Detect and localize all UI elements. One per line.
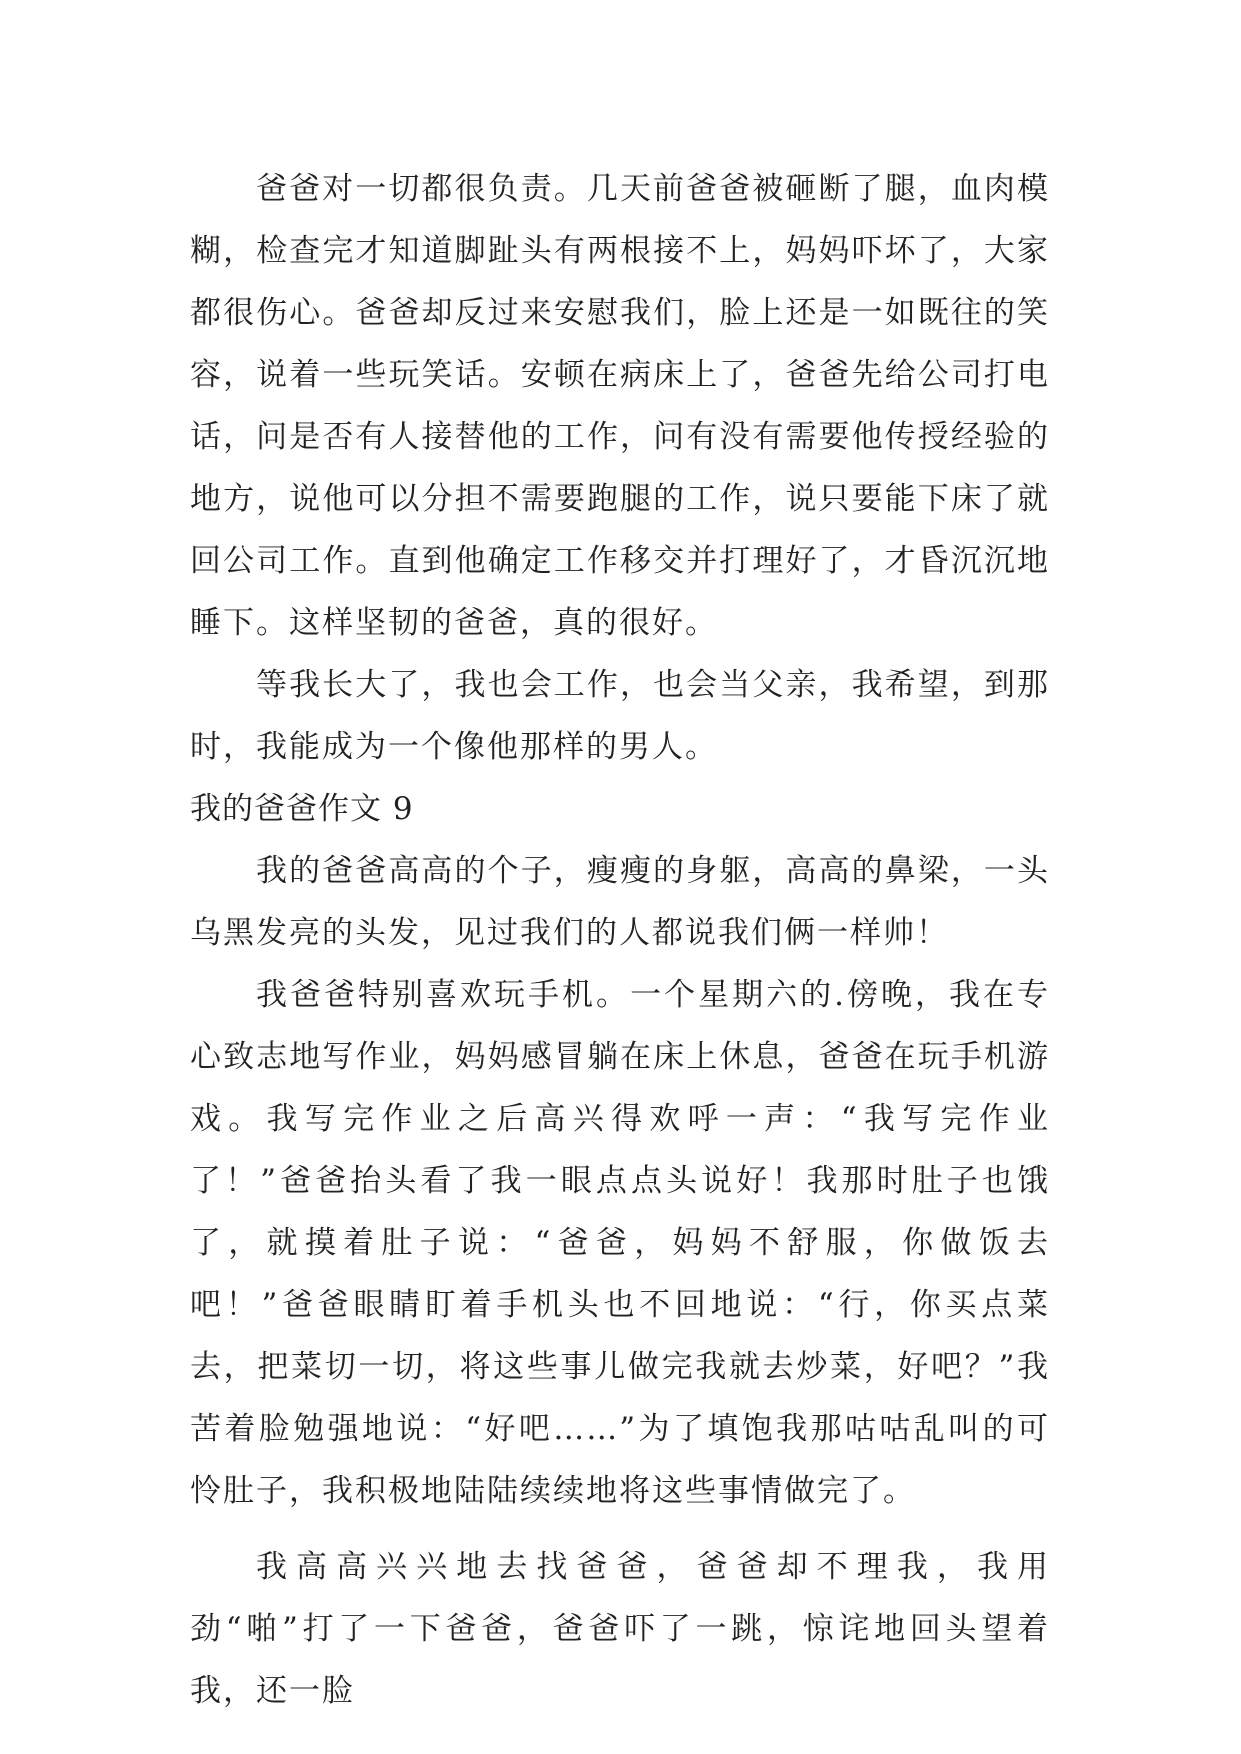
paragraph-find-father: 我高高兴兴地去找爸爸，爸爸却不理我，我用劲“啪”打了一下爸爸，爸爸吓了一跳，惊诧地回头望着我，还一脸 — [190, 1549, 1050, 1709]
section-title: 我的爸爸作文 9 — [190, 791, 414, 827]
paragraph-grow-up-wish: 等我长大了，我也会工作，也会当父亲，我希望，到那时，我能成为一个像他那样的男人。 — [190, 667, 1050, 765]
document-body — [190, 158, 1050, 1722]
paragraph-father-responsible: 爸爸对一切都很负责。几天前爸爸被砸断了腿，血肉模糊，检查完才知道脚趾头有两根接不上，妈妈吓坏了，大家都很伤心。爸爸却反过来安慰我们，脸上还是一如既往的笑容，说着一些玩笑话。安顿在病床上了，爸爸先给公司打电话，问是否有人接替他的工作，问有没有需要他传授经验的地方，说他可以分担不需要跑腿的工作，说只要能下床了就回公司工作。直到他确定工作移交并打理好了，才昏沉沉地睡下。这样坚韧的爸爸，真的很好。 — [190, 171, 1050, 641]
paragraph-father-phone: 我爸爸特别喜欢玩手机。一个星期六的.傍晚，我在专心致志地写作业，妈妈感冒躺在床上休息，爸爸在玩手机游戏。我写完作业之后高兴得欢呼一声：“我写完作业了！”爸爸抬头看了我一眼点点头说好！我那时肚子也饿了，就摸着肚子说：“爸爸，妈妈不舒服，你做饭去吧！”爸爸眼睛盯着手机头也不回地说：“行，你买点菜去，把菜切一切，将这些事儿做完我就去炒菜，好吧？”我苦着脸勉强地说：“好吧……”为了填饱我那咕咕乱叫的可怜肚子，我积极地陆陆续续地将这些事情做完了。 — [190, 977, 1050, 1509]
paragraph-father-appearance: 我的爸爸高高的个子，瘦瘦的身躯，高高的鼻梁，一头乌黑发亮的头发，见过我们的人都说我们俩一样帅！ — [190, 853, 1050, 951]
